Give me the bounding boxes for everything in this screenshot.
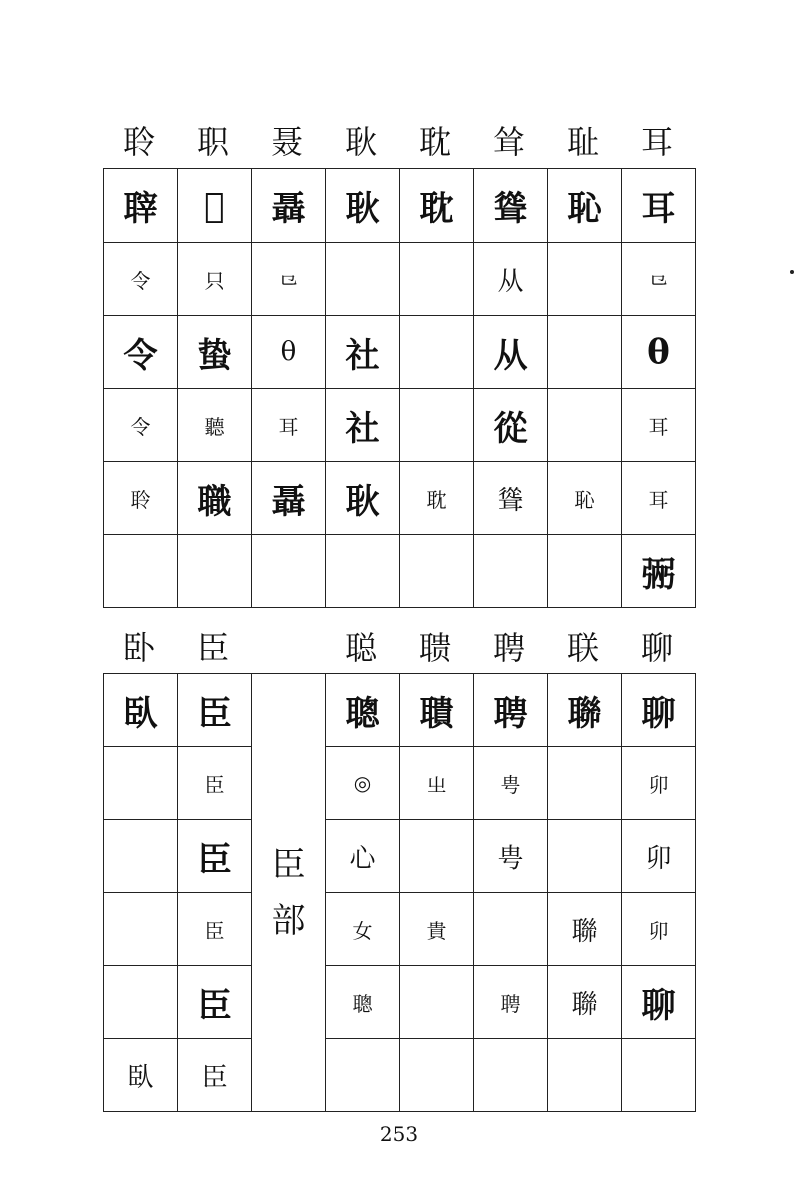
glyph-cell: ⺋: [252, 243, 326, 316]
glyph-cell: 聯: [548, 674, 622, 747]
glyph-cell: [474, 893, 548, 966]
glyph-cell: [474, 1039, 548, 1112]
glyph-cell: [178, 535, 252, 608]
table-row: [104, 820, 696, 893]
header-char: 耽: [418, 123, 451, 161]
glyph-cell: [548, 389, 622, 462]
page-number: 253: [379, 1122, 419, 1146]
header-char: 耳: [640, 123, 673, 161]
glyph-cell: 職: [178, 462, 252, 535]
glyph-cell: 臣: [178, 820, 252, 893]
glyph-cell: [400, 966, 474, 1039]
glyph-cell: 臣: [178, 674, 252, 747]
glyph-cell: 卯: [622, 820, 696, 893]
header-char: 耿: [344, 123, 377, 161]
glyph-cell: 耿: [326, 169, 400, 243]
glyph-cell: 蛰: [178, 316, 252, 389]
glyph-cell: [326, 535, 400, 608]
glyph-cell: [104, 893, 178, 966]
glyph-cell: 聘: [474, 966, 548, 1039]
header-char: 聩: [418, 629, 451, 667]
glyph-cell: 臣: [178, 893, 252, 966]
glyph-cell: 㞢: [400, 747, 474, 820]
glyph-cell: 耽: [400, 462, 474, 535]
glyph-cell: [400, 1039, 474, 1112]
glyph-cell: 甹: [474, 820, 548, 893]
glyph-cell: [104, 747, 178, 820]
glyph-cell: 臥: [104, 674, 178, 747]
glyph-cell: 臣: [178, 966, 252, 1039]
glyph-cell: [548, 535, 622, 608]
glyph-cell: 甹: [474, 747, 548, 820]
glyph-cell: 聵: [400, 674, 474, 747]
glyph-cell: θ: [622, 316, 696, 389]
glyph-cell: [548, 747, 622, 820]
glyph-cell: [400, 316, 474, 389]
glyph-cell: 臣: [178, 1039, 252, 1112]
glyph-cell: 聆: [104, 462, 178, 535]
glyph-cell: 耿: [326, 462, 400, 535]
section-label-top: 臣: [271, 844, 306, 885]
table-row: [104, 462, 696, 535]
glyph-cell: 聶: [252, 462, 326, 535]
header-char: 聂: [270, 123, 303, 161]
glyph-cell: 聊: [622, 674, 696, 747]
glyph-cell: 社: [326, 316, 400, 389]
glyph-cell: 耳: [622, 462, 696, 535]
table-row: [104, 674, 696, 747]
glyph-cell: 耳: [622, 389, 696, 462]
glyph-cell: 䏁: [104, 169, 178, 243]
table-row: [104, 966, 696, 1039]
glyph-cell: [326, 1039, 400, 1112]
table-row: [104, 316, 696, 389]
glyph-cell: [104, 535, 178, 608]
header-char: 联: [566, 629, 599, 667]
glyph-cell: 耳: [252, 389, 326, 462]
glyph-cell: θ: [252, 316, 326, 389]
glyph-cell: 聘: [474, 674, 548, 747]
glyph-cell: 令: [104, 243, 178, 316]
table-row: [104, 535, 696, 608]
glyph-cell: [622, 1039, 696, 1112]
header-char: 臣: [196, 629, 229, 667]
header-char: 聆: [122, 123, 155, 161]
glyph-cell: [548, 820, 622, 893]
glyph-cell: 聳: [474, 169, 548, 243]
glyph-cell: 從: [474, 389, 548, 462]
glyph-cell: 社: [326, 389, 400, 462]
glyph-cell: 卯: [622, 893, 696, 966]
glyph-cell: 聰: [326, 966, 400, 1039]
glyph-cell: 聰: [326, 674, 400, 747]
glyph-cell: 聳: [474, 462, 548, 535]
glyph-cell: 臣: [178, 747, 252, 820]
table-row: [104, 389, 696, 462]
table-row: [104, 893, 696, 966]
glyph-cell: ◎: [326, 747, 400, 820]
glyph-cell: [400, 389, 474, 462]
glyph-cell: 令: [104, 389, 178, 462]
glyph-cell: [548, 1039, 622, 1112]
margin-speck: [790, 270, 794, 274]
table-row: [104, 1039, 696, 1112]
table-row: [104, 169, 696, 243]
glyph-cell: 令: [104, 316, 178, 389]
glyph-cell: 耳: [622, 169, 696, 243]
glyph-cell: 从: [474, 243, 548, 316]
glyph-cell: 貴: [400, 893, 474, 966]
glyph-cell: 聶: [252, 169, 326, 243]
glyph-cell: 耽: [400, 169, 474, 243]
glyph-cell: 聽: [178, 389, 252, 462]
table-row: [104, 747, 696, 820]
glyph-cell: [252, 535, 326, 608]
header-char: 卧: [122, 629, 155, 667]
table-row: [104, 243, 696, 316]
radical-section-label: [252, 674, 326, 1112]
top-character-table: [103, 168, 696, 608]
glyph-cell: [548, 316, 622, 389]
glyph-cell: 从: [474, 316, 548, 389]
glyph-cell: 女: [326, 893, 400, 966]
header-char: 聪: [344, 629, 377, 667]
glyph-cell: 聯: [548, 966, 622, 1039]
glyph-cell: ⺋: [622, 243, 696, 316]
header-char: 耸: [492, 123, 525, 161]
glyph-cell: [400, 243, 474, 316]
glyph-cell: 聯: [548, 893, 622, 966]
glyph-cell: [548, 243, 622, 316]
glyph-cell: 恥: [548, 169, 622, 243]
glyph-cell: 𦗏: [178, 169, 252, 243]
header-char: 职: [196, 123, 229, 161]
header-char: 聘: [492, 629, 525, 667]
glyph-cell: [400, 820, 474, 893]
bottom-character-table: [103, 673, 696, 1112]
glyph-cell: [474, 535, 548, 608]
glyph-cell: [326, 243, 400, 316]
glyph-cell: 心: [326, 820, 400, 893]
glyph-cell: [104, 820, 178, 893]
glyph-cell: 臥: [104, 1039, 178, 1112]
glyph-cell: [104, 966, 178, 1039]
glyph-cell: [400, 535, 474, 608]
section-label-bottom: 部: [271, 900, 306, 941]
header-char: 聊: [640, 629, 673, 667]
glyph-cell: 聊: [622, 966, 696, 1039]
glyph-cell: 𢏺: [622, 535, 696, 608]
header-char: 耻: [566, 123, 599, 161]
glyph-cell: 只: [178, 243, 252, 316]
glyph-cell: 卯: [622, 747, 696, 820]
glyph-cell: 恥: [548, 462, 622, 535]
